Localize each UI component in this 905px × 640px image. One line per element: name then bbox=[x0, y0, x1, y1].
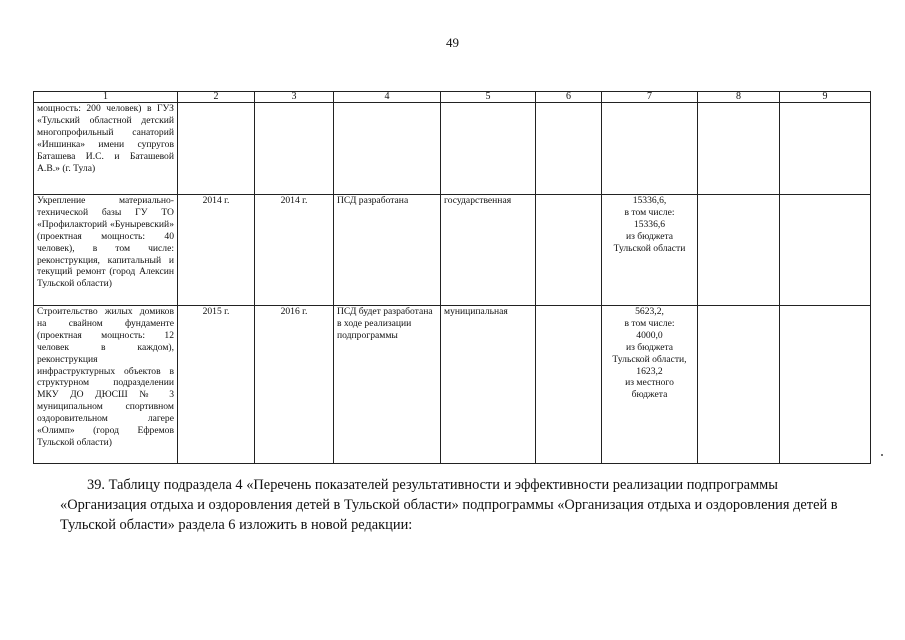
ownership-cell: государственная bbox=[441, 195, 536, 306]
psd-status-cell: ПСД будет разработана в ходе реализации подпрограммы bbox=[334, 306, 441, 464]
empty-cell bbox=[698, 195, 780, 306]
table-row bbox=[34, 103, 871, 195]
start-year-cell: 2014 г. bbox=[178, 195, 255, 306]
empty-cell bbox=[536, 306, 602, 464]
empty-cell bbox=[780, 103, 871, 195]
funding-cell bbox=[602, 103, 698, 195]
table-row bbox=[34, 306, 871, 464]
column-header: 7 bbox=[602, 92, 698, 103]
empty-cell bbox=[536, 195, 602, 306]
funding-cell: 15336,6, в том числе: 15336,6 из бюджета Тульской области bbox=[602, 195, 698, 306]
end-year-cell bbox=[255, 103, 334, 195]
table-row bbox=[34, 195, 871, 306]
paragraph-continuation: «Организация отдыха и оздоровления детей в Тульской области» подпрограммы «Организация отдыха и оздоровления детей в Тульской области» раздела 6 изложить в новой редакции: bbox=[60, 497, 838, 533]
ownership-cell bbox=[441, 103, 536, 195]
empty-cell bbox=[698, 103, 780, 195]
column-header: 2 bbox=[178, 92, 255, 103]
column-header: 9 bbox=[780, 92, 871, 103]
column-header: 5 bbox=[441, 92, 536, 103]
start-year-cell: 2015 г. bbox=[178, 306, 255, 464]
start-year-cell bbox=[178, 103, 255, 195]
object-name-cell: мощность: 200 человек) в ГУЗ «Тульский областной детский многопрофильный санаторий «Иншинка» имени супругов Баташева И.С. и Баташевой А.В.» (г. Тула) bbox=[34, 103, 178, 195]
end-year-cell: 2016 г. bbox=[255, 306, 334, 464]
ownership-cell: муниципальная bbox=[441, 306, 536, 464]
scan-speck bbox=[881, 454, 883, 456]
object-name-cell: Строительство жилых домиков на свайном фундаменте (проектная мощность: 12 человек в каждом), реконструкция инфраструктурных объектов в структурном подразделении МКУ ДО ДЮСШ № 3 муниципальном спортивном оздоровительном лагере «Олимп» (город Ефремов Тульской области) bbox=[34, 306, 178, 464]
column-header: 8 bbox=[698, 92, 780, 103]
end-year-cell: 2014 г. bbox=[255, 195, 334, 306]
table-header-row bbox=[34, 92, 871, 103]
psd-status-cell: ПСД разработана bbox=[334, 195, 441, 306]
object-name-cell: Укрепление материально-технической базы ГУ ТО «Профилакторий «Буныревский» (проектная мощность: 40 человек), в том числе: реконструкция, капитальный и текущий ремонт (город Алексин Тульской области) bbox=[34, 195, 178, 306]
empty-cell bbox=[780, 195, 871, 306]
column-header: 6 bbox=[536, 92, 602, 103]
paragraph-first-line: 39. Таблицу подраздела 4 «Перечень показателей результативности и эффективности реализации подпрограммы bbox=[87, 477, 778, 493]
empty-cell bbox=[780, 306, 871, 464]
instruction-paragraph bbox=[60, 475, 840, 535]
psd-status-cell bbox=[334, 103, 441, 195]
empty-cell bbox=[536, 103, 602, 195]
empty-cell bbox=[698, 306, 780, 464]
column-header: 1 bbox=[34, 92, 178, 103]
funding-cell: 5623,2, в том числе: 4000,0 из бюджета Тульской области, 1623,2 из местного бюджета bbox=[602, 306, 698, 464]
program-table bbox=[33, 91, 871, 464]
column-header: 4 bbox=[334, 92, 441, 103]
column-header: 3 bbox=[255, 92, 334, 103]
page-number: 49 bbox=[446, 35, 459, 50]
